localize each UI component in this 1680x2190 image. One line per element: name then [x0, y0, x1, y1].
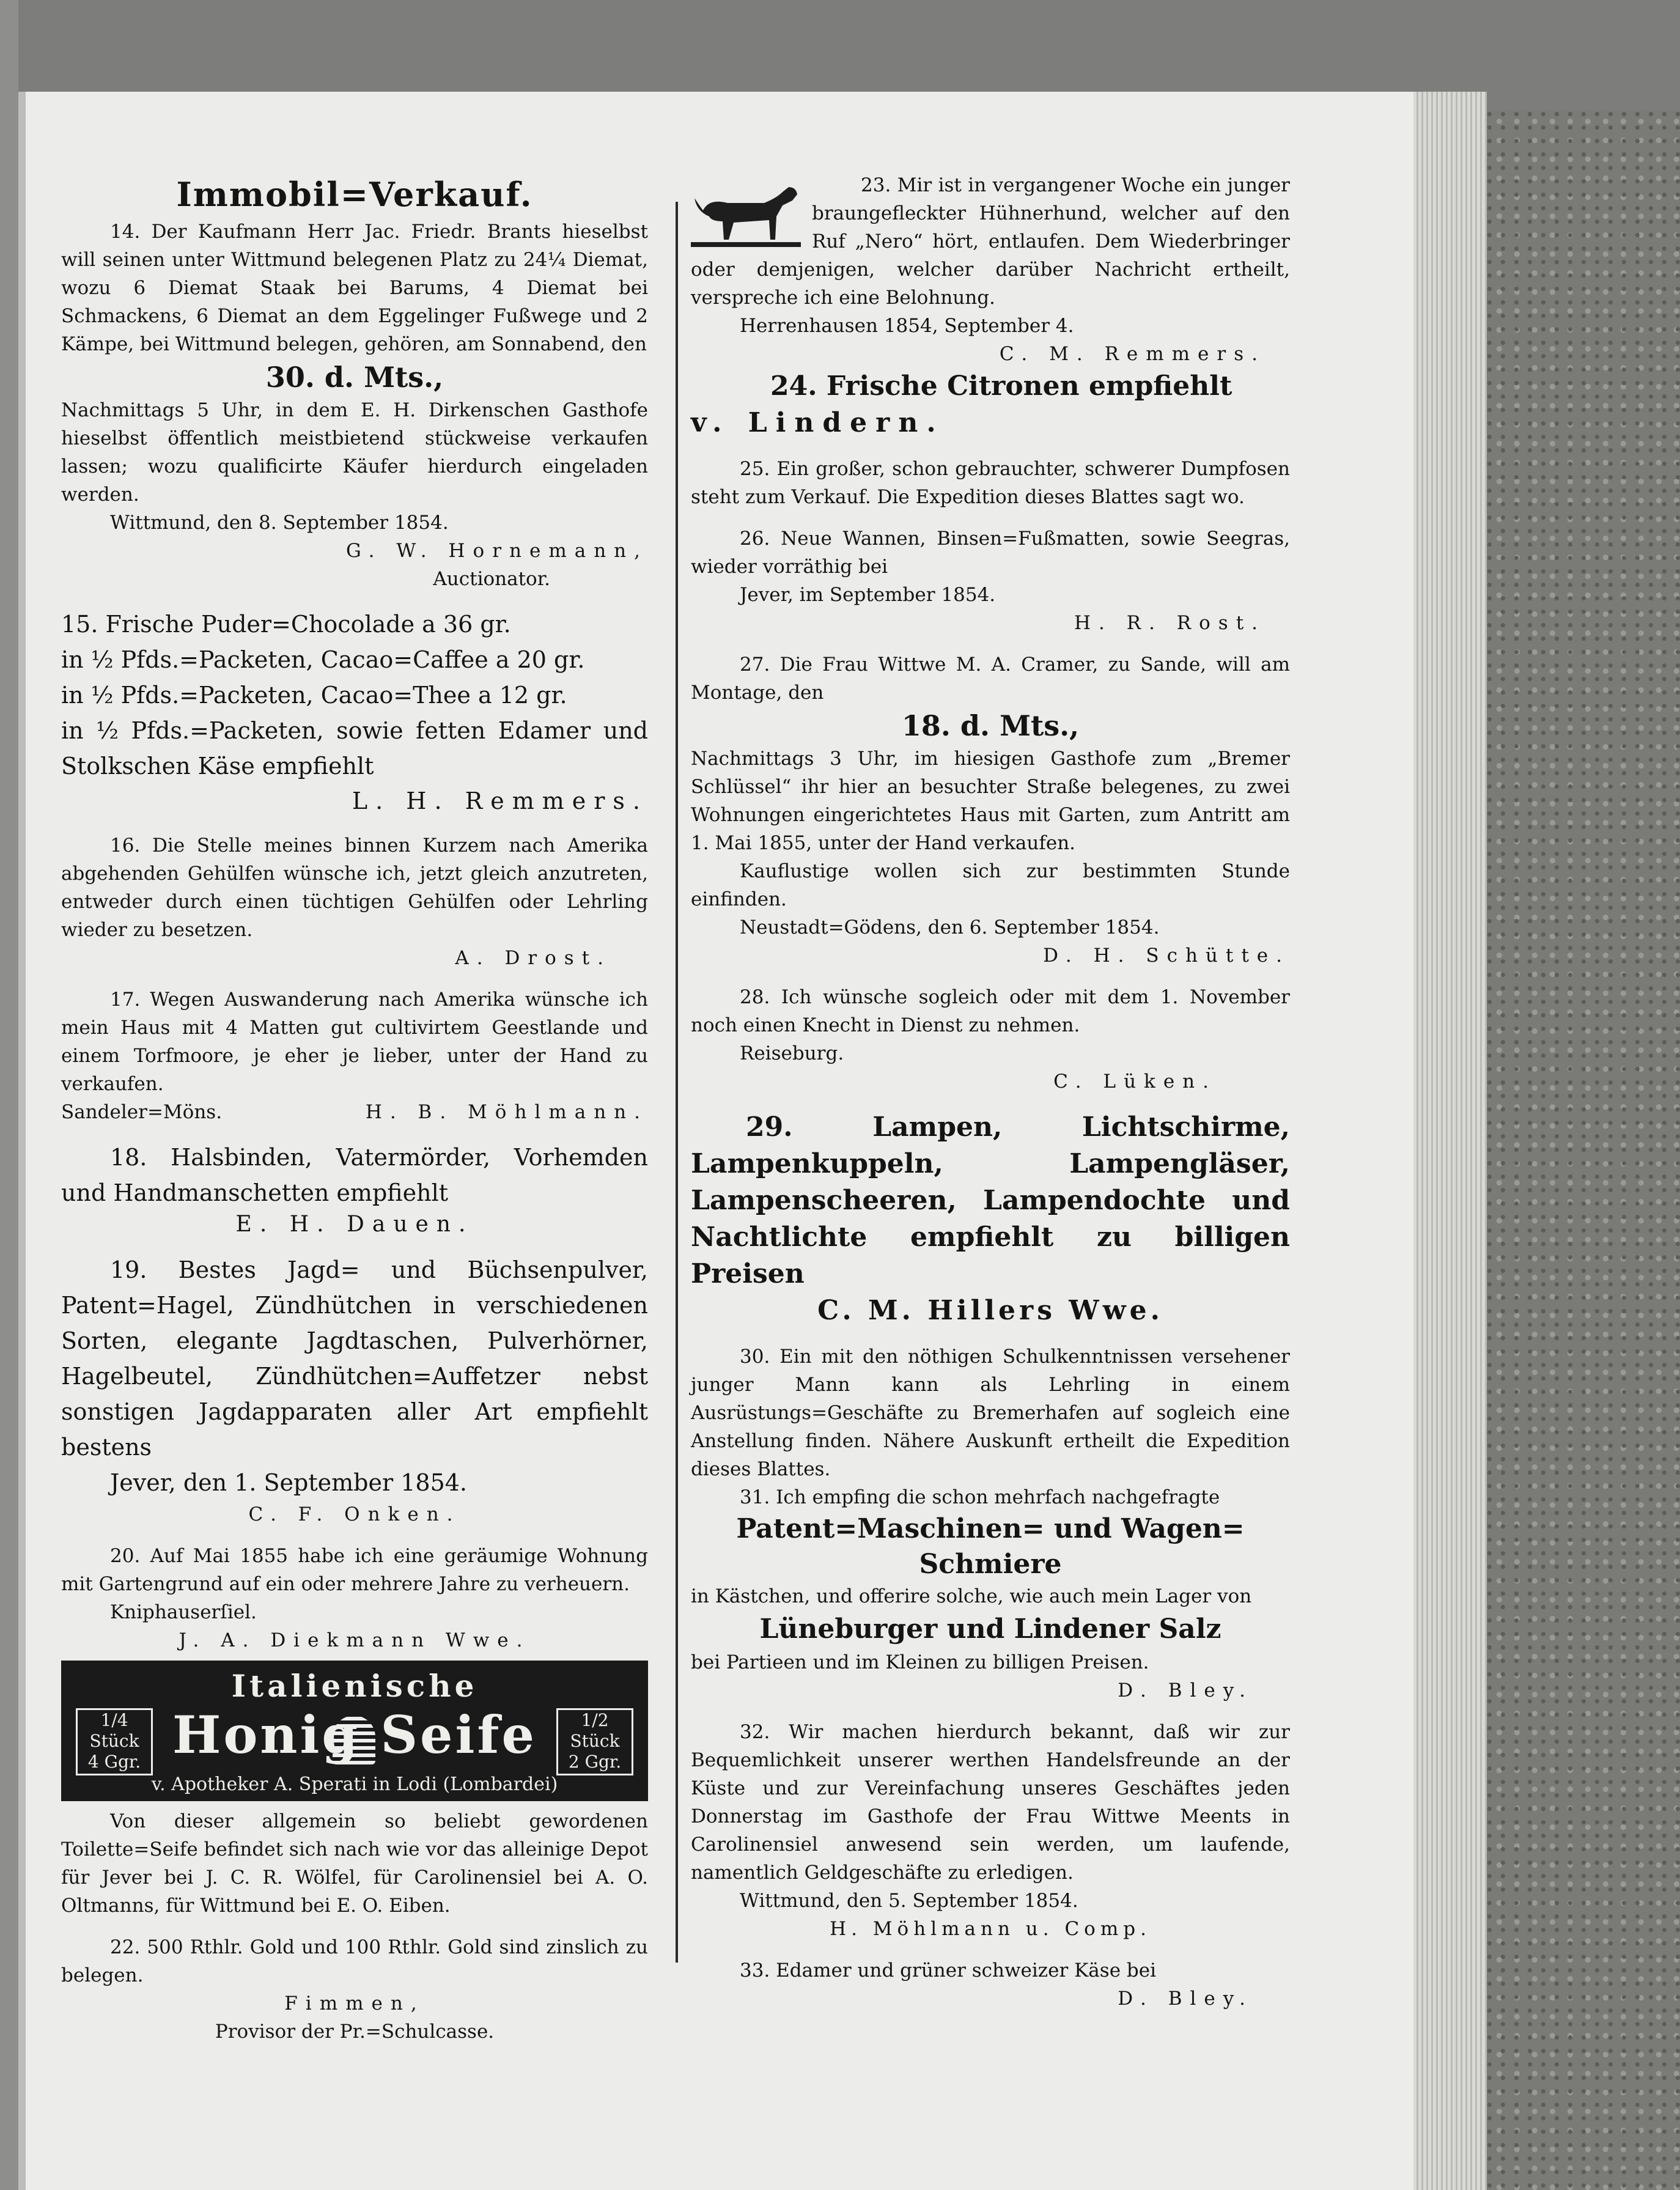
ad-left-unit: Stück [89, 1731, 139, 1751]
hunting-dog-icon [691, 174, 801, 253]
page-edges [1413, 92, 1487, 2190]
notice-14-title: Auctionator. [433, 568, 550, 590]
heading-immobil-verkauf: Immobil=Verkauf. [176, 175, 533, 214]
notice-22-signature: Fimmen, [284, 1993, 425, 2015]
notice-31-text: 31. Ich empfing die schon mehrfach nachgefragte [740, 1486, 1220, 1508]
notice-14-dateline: Wittmund, den 8. September 1854. [110, 512, 449, 534]
notice-14-text-cont: Nachmittags 5 Uhr, in dem E. H. Dirkenschen Gasthofe hieselbst öffentlich meistbietend stückweise verkaufen lassen; wozu qualificirte Käufer hierdurch eingeladen werden. [61, 399, 648, 506]
right-column [691, 171, 1290, 2013]
notice-31-heading-3: Lüneburger und Lindener Salz [759, 1613, 1221, 1645]
notice-26-signature: H. R. Rost. [1074, 612, 1266, 634]
column-rule [676, 202, 678, 1963]
notice-15-signature: L. H. Remmers. [352, 787, 648, 814]
marbled-cover [1487, 110, 1680, 2190]
notice-32-signature: H. Möhlmann u. Comp. [830, 1918, 1151, 1940]
notice-33-signature: D. Bley. [1118, 1988, 1253, 2010]
notice-26-text: 26. Neue Wannen, Binsen=Fußmatten, sowie Seegras, wieder vorräthig bei [691, 528, 1290, 578]
notice-23-text: 23. Mir ist in vergangener Woche ein junger braungefleckter Hühnerhund, welcher auf den Ruf „Nero“ hört, entlaufen. Dem Wiederbringer oder demjenigen, welcher darüber Nachricht ertheilt, verspreche ich eine Belohnung. [691, 174, 1290, 309]
notice-25-text: 25. Ein großer, schon gebrauchter, schwerer Dumpfosen steht zum Verkauf. Die Expedition dieses Blattes sagt wo. [691, 458, 1290, 508]
notice-17-signature: H. B. Möhlmann. [365, 1101, 648, 1123]
notice-15-line1: 15. Frische Puder=Chocolade a 36 gr. [61, 611, 511, 638]
facing-page-edge [18, 92, 26, 2190]
notice-19-dateline: Jever, den 1. September 1854. [110, 1469, 468, 1496]
ad-product-name: Honig Seife [172, 1705, 537, 1765]
notice-15-line3: in ½ Pfds.=Packeten, Cacao=Thee a 12 gr. [61, 682, 567, 709]
ad-left-price: 4 Ggr. [87, 1752, 141, 1772]
notice-19-text: 19. Bestes Jagd= und Büchsenpulver, Patent=Hagel, Zündhütchen in verschiedenen Sorten, elegante Jagdtaschen, Pulverhörner, Hagelbeutel, Zündhütchen=Auffetzer nebst sonstigen Jagdapparaten aller Art empfiehlt bestens [61, 1256, 648, 1461]
notice-28-text: 28. Ich wünsche sogleich oder mit dem 1. November noch einen Knecht in Dienst zu nehmen. [691, 986, 1290, 1036]
notice-28-place: Reiseburg. [740, 1042, 844, 1064]
notice-18-text: 18. Halsbinden, Vatermörder, Vorhemden und Handmanschetten empfiehlt [61, 1144, 648, 1206]
notice-29-text: 29. Lampen, Lichtschirme, Lampenkuppeln, Lampengläser, Lampenscheeren, Lampendochte und Nachtlichte empfiehlt zu billigen Preisen [691, 1112, 1290, 1289]
notice-31-heading-1: Patent=Maschinen= und Wagen= [736, 1513, 1245, 1544]
notice-20-signature: J. A. Diekmann Wwe. [179, 1629, 531, 1651]
notice-27-date: 18. d. Mts., [901, 709, 1080, 742]
notice-20-place: Kniphauserſiel. [110, 1601, 257, 1623]
notice-27-invitation: Kauflustige wollen sich zur bestimmten Stunde einfinden. [691, 860, 1290, 910]
ad-title: Italienische [231, 1668, 478, 1704]
notice-27-dateline: Neustadt=Gödens, den 6. September 1854. [740, 916, 1160, 938]
ad-left-fraction: 1/4 [100, 1710, 128, 1730]
ad-right-unit: Stück [570, 1731, 620, 1751]
notice-23-signature: C. M. Remmers. [999, 343, 1266, 365]
notice-17-text: 17. Wegen Auswanderung nach Amerika wünsche ich mein Haus mit 4 Matten gut cultivirtem Geestlande und einem Torfmoore, je eher je lieber, unter der Hand zu verkaufen. [61, 989, 648, 1095]
notice-18-signature: E. H. Dauen. [235, 1212, 474, 1237]
notice-24-text: 24. Frische Citronen empfiehlt [770, 371, 1232, 402]
honig-seife-advertisement [61, 1661, 648, 1801]
left-column [61, 171, 648, 2046]
notice-14-signature: G. W. Hornemann, [345, 540, 648, 562]
scan-left-margin [0, 0, 18, 2190]
notice-16-signature: A. Drost. [455, 947, 611, 969]
ad-price-half [556, 1708, 633, 1775]
notice-31-text-cont: in Kästchen, und offerire solche, wie auch mein Lager von [691, 1585, 1252, 1607]
notice-31-heading-2: Schmiere [919, 1549, 1062, 1580]
notice-26-dateline: Jever, im September 1854. [740, 584, 996, 606]
notice-28-signature: C. Lüken. [1053, 1071, 1217, 1093]
notice-32-dateline: Wittmund, den 5. September 1854. [740, 1890, 1078, 1912]
notice-23-dateline: Herrenhausen 1854, September 4. [740, 315, 1074, 337]
notice-14-text: 14. Der Kaufmann Herr Jac. Friedr. Brants hieselbst will seinen unter Wittmund belegenen Platz zu 24¼ Diemat, wozu 6 Diemat Staak bei Barums, 4 Diemat bei Schmackens, 6 Diemat an dem Eggelinger Fußwege und 2 Kämpe, bei Wittmund belegen, gehören, am Sonnabend, den [61, 221, 648, 355]
notice-29-signature: C. M. Hillers Wwe. [817, 1295, 1163, 1326]
notice-15-line2: in ½ Pfds.=Packeten, Cacao=Caffee a 20 gr. [61, 646, 585, 673]
notice-33-text: 33. Edamer und grüner schweizer Käse bei [740, 1960, 1157, 1982]
notice-21-text: Von dieser allgemein so beliebt gewordenen Toilette=Seife befindet sich nach wie vor das alleinige Depot für Jever bei J. C. R. Wölfel, für Carolinensiel bei A. O. Oltmanns, für Wittmund bei E. O. Eiben. [61, 1810, 648, 1917]
notice-27-text-cont: Nachmittags 3 Uhr, im hiesigen Gasthofe zum „Bremer Schlüssel“ ihr hier an besuchter Straße belegenes, zu zwei Wohnungen eingerichtetes Haus mit Garten, zum Antritt am 1. Mai 1855, unter der Hand verkaufen. [691, 748, 1290, 854]
ad-right-price: 2 Ggr. [568, 1752, 622, 1772]
ad-maker: v. Apotheker A. Sperati in Lodi (Lombardei) [151, 1774, 558, 1795]
notice-22-text: 22. 500 Rthlr. Gold und 100 Rthlr. Gold sind zinslich zu belegen. [61, 1936, 648, 1986]
ad-right-fraction: 1/2 [581, 1710, 609, 1730]
notice-31-signature: D. Bley. [1118, 1679, 1253, 1701]
notice-31-text-end: bei Partieen und im Kleinen zu billigen Preisen. [691, 1651, 1149, 1673]
notice-19-signature: C. F. Onken. [248, 1503, 461, 1525]
notice-14-date: 30. d. Mts., [265, 361, 444, 394]
notice-27-signature: D. H. Schütte. [1043, 945, 1290, 967]
notice-27-text: 27. Die Frau Wittwe M. A. Cramer, zu Sande, will am Montage, den [691, 654, 1290, 704]
notice-15-line4: in ½ Pfds.=Packeten, sowie fetten Edamer und Stolkschen Käse empfiehlt [61, 717, 648, 780]
notice-30-text: 30. Ein mit den nöthigen Schulkenntnissen versehener junger Mann kann als Lehrling in einem Ausrüstungs=Geschäfte zu Bremerhafen auf sogleich eine Anstellung finden. Nähere Auskunft ertheilt die Expedition dieses Blattes. [691, 1346, 1290, 1480]
notice-17-place: Sandeler=Möns. [61, 1101, 223, 1123]
notice-24-signature: v. Lindern. [691, 407, 945, 438]
notice-20-text: 20. Auf Mai 1855 habe ich eine geräumige Wohnung mit Gartengrund auf ein oder mehrere Jahre zu verheuern. [61, 1545, 648, 1595]
notice-16-text: 16. Die Stelle meines binnen Kurzem nach Amerika abgehenden Gehülfen wünsche ich, jetzt gleich anzutreten, entweder durch einen tüchtigen Gehülfen oder Lehrling wieder zu besetzen. [61, 835, 648, 941]
notice-22-title: Provisor der Pr.=Schulcasse. [215, 2021, 495, 2043]
notice-32-text: 32. Wir machen hierdurch bekannt, daß wir zur Bequemlichkeit unserer werthen Handelsfreunde an der Küste und zur Vereinfachung unseres Geschäftes jeden Donnerstag im Gasthofe der Frau Wittwe Meents in Carolinensiel anwesend sein werden, um laufende, namentlich Geldgeschäfte zu erledigen. [691, 1721, 1290, 1884]
